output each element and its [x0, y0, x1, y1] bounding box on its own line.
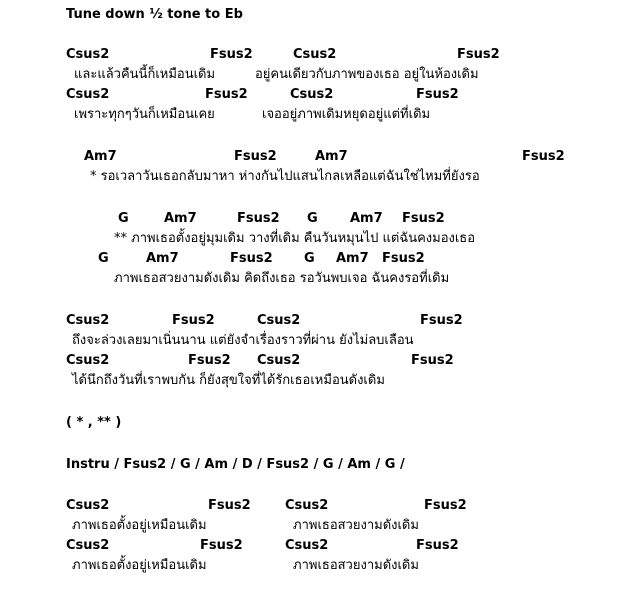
- chord: Fsus2: [382, 251, 425, 266]
- chord: Csus2: [257, 313, 301, 328]
- chord: G: [307, 211, 318, 226]
- chord: Fsus2: [188, 353, 231, 368]
- chord: Am7: [146, 251, 179, 266]
- chord: Csus2: [66, 353, 110, 368]
- instrumental-text: Instru / Fsus2 / G / Am / D / Fsus2 / G / Am / G /: [66, 457, 405, 472]
- chord: Fsus2: [457, 47, 500, 62]
- chord: Csus2: [66, 87, 110, 102]
- lyric: ภาพเธอสวยงามดังเดิม คิดถึงเธอ รอวันพบเจอ ฉันคงรอที่เดิม: [114, 271, 450, 286]
- chord: Am7: [336, 251, 369, 266]
- chord: Fsus2: [200, 538, 243, 553]
- chord: Am7: [350, 211, 383, 226]
- lyric: ได้นึกถึงวันที่เราพบกัน ก็ยังสุขใจที่ได้รักเธอเหมือนดังเดิม: [72, 373, 385, 388]
- chord: Csus2: [66, 47, 110, 62]
- chord: Fsus2: [210, 47, 253, 62]
- lyric: * รอเวลาวันเธอกลับมาหา ห่างกันไปแสนไกลเหลือแต่ฉันใช่ไหมที่ยังรอ: [90, 169, 480, 184]
- chord: Fsus2: [411, 353, 454, 368]
- repeat-text: ( * , ** ): [66, 415, 122, 430]
- chord: Fsus2: [208, 498, 251, 513]
- chord: Fsus2: [230, 251, 273, 266]
- chord: Am7: [84, 149, 117, 164]
- lyric: เพราะทุกๆวันก็เหมือนเคย: [74, 107, 215, 122]
- chord: Csus2: [285, 498, 329, 513]
- chord: Csus2: [66, 498, 110, 513]
- lyric: เจออยู่ภาพเดิมหยุดอยู่แต่ที่เดิม: [262, 107, 431, 122]
- chord: Fsus2: [234, 149, 277, 164]
- chord: Csus2: [293, 47, 337, 62]
- chord: Am7: [315, 149, 348, 164]
- chord: Fsus2: [416, 87, 459, 102]
- chord: G: [118, 211, 129, 226]
- chord: Csus2: [257, 353, 301, 368]
- chord: Fsus2: [172, 313, 215, 328]
- chord: Fsus2: [522, 149, 565, 164]
- chord: Fsus2: [424, 498, 467, 513]
- chord: Fsus2: [205, 87, 248, 102]
- chord: Csus2: [290, 87, 334, 102]
- lyric: ภาพเธอตั้งอยู่เหมือนเดิม: [72, 558, 207, 573]
- lyric: ภาพเธอตั้งอยู่เหมือนเดิม: [72, 518, 207, 533]
- lyric: ถึงจะล่วงเลยมาเนิ่นนาน แต่ยังจำเรื่องราวที่ผ่าน ยังไม่ลบเลือน: [72, 333, 414, 348]
- chord: Fsus2: [402, 211, 445, 226]
- chord: Am7: [164, 211, 197, 226]
- chord: Csus2: [66, 538, 110, 553]
- chord: Fsus2: [237, 211, 280, 226]
- lyric: ภาพเธอสวยงามดังเดิม: [293, 518, 419, 533]
- chord: Fsus2: [420, 313, 463, 328]
- chord: Csus2: [66, 313, 110, 328]
- chord: Csus2: [285, 538, 329, 553]
- lyric: ** ภาพเธอตั้งอยู่มุมเดิม วางที่เดิม คืนวันหมุนไป แต่ฉันคงมองเธอ: [114, 231, 476, 246]
- chord: Fsus2: [416, 538, 459, 553]
- chord: G: [304, 251, 315, 266]
- tuning-text: Tune down ½ tone to Eb: [66, 7, 243, 22]
- lyric: และแล้วคืนนี้ก็เหมือนเดิม: [74, 67, 216, 82]
- lyric: อยู่คนเดียวกับภาพของเธอ อยู่ในห้องเดิม: [255, 67, 479, 82]
- lyric: ภาพเธอสวยงามดังเดิม: [293, 558, 419, 573]
- chord: G: [98, 251, 109, 266]
